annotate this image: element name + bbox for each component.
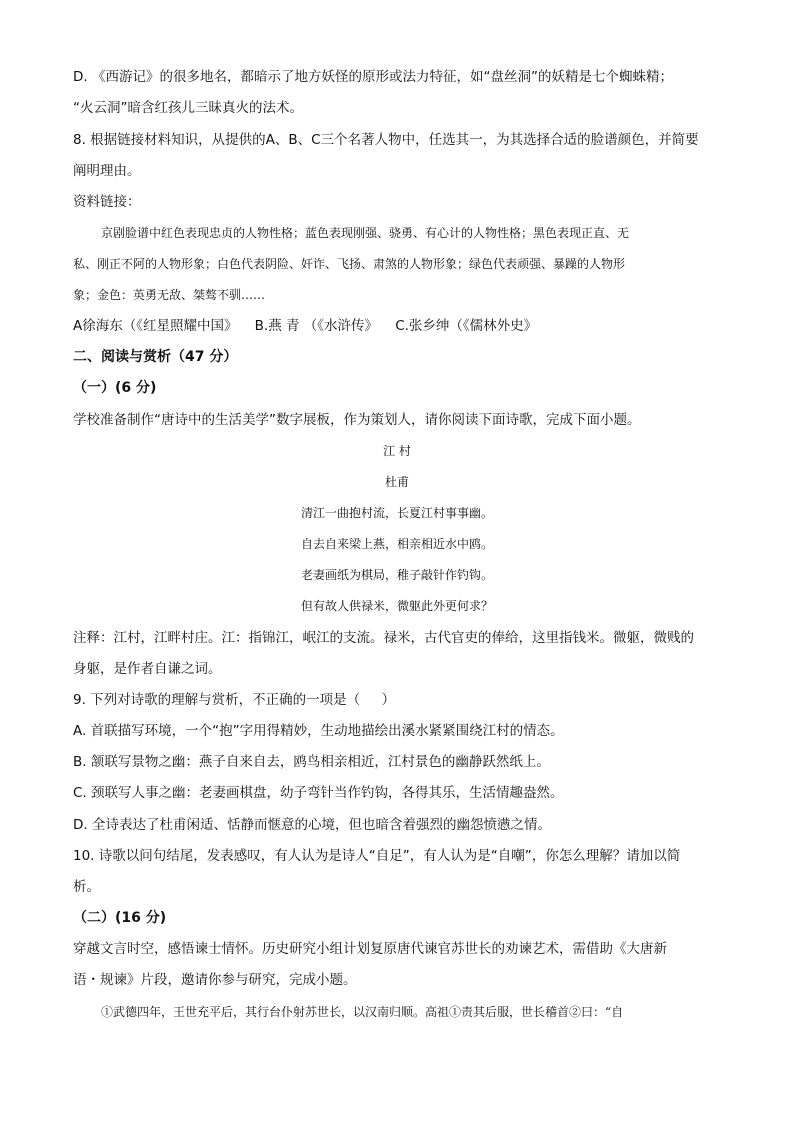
q9-option-b: B. 颔联写景物之幽：燕子自来自去，鸥鸟相亲相近，江村景色的幽静跃然纸上。 <box>73 754 550 770</box>
poem-line-2: 自去自来梁上燕，相亲相近水中鸥。 <box>300 537 493 551</box>
notes-line2: 身躯，是作者自谦之词。 <box>73 661 222 677</box>
q9-option-a: A. 首联描写环境，一个“抱”字用得精妙，生动地描绘出溪水紧紧围绕江村的情态。 <box>73 723 564 739</box>
q8-material-line3: 象；金色：英勇无敌、桀骜不驯…… <box>73 288 266 302</box>
poem-title: 江 村 <box>383 444 411 458</box>
part2-heading: （二）(16 分) <box>73 910 167 926</box>
poem-line-1: 清江一曲抱村流，长夏江村事事幽。 <box>300 506 493 520</box>
q8-link-label: 资料链接： <box>73 194 141 210</box>
q8-stem-line1: 8. 根据链接材料知识，从提供的A、B、C三个名著人物中，任选其一，为其选择合适的脸谱颜色，并简要 <box>73 132 699 148</box>
q7-option-d-line1: D. 《西游记》的很多地名，都暗示了地方妖怪的原形或法力特征，如“盘丝洞”的妖精是七个蜘蛛精； <box>73 69 673 85</box>
poem-author: 杜甫 <box>384 475 409 489</box>
q10-line2: 析。 <box>73 879 100 895</box>
part2-intro-line2: 语・规谏》片段，邀请你参与研究，完成小题。 <box>73 972 357 988</box>
q8-options: A徐海东（《红星照耀中国》 B.燕 青 （《水浒传》 C.张乡绅（《儒林外史》 <box>73 318 538 334</box>
part1-heading: （一）(6 分) <box>73 380 157 396</box>
q10-line1: 10. 诗歌以问句结尾，发表感叹，有人认为是诗人“自足”，有人认为是“自嘲”，你怎么理解？请加以简 <box>73 848 681 864</box>
q9-stem: 9. 下列对诗歌的理解与赏析，不正确的一项是（ ） <box>73 692 396 708</box>
q8-stem-line2: 阐明理由。 <box>73 163 141 179</box>
part2-excerpt-line1: ①武德四年，王世充平后，其行台仆射苏世长，以汉南归顺。高祖①责其后服，世长稽首②曰：“自 <box>101 1005 624 1019</box>
q8-material-line1: 京剧脸谱中红色表现忠贞的人物性格；蓝色表现刚强、骁勇、有心计的人物性格；黑色表现正直、无 <box>101 226 630 240</box>
q7-option-d-line2: “火云洞”暗含红孩儿三昧真火的法术。 <box>73 100 303 116</box>
q9-option-d: D. 全诗表达了杜甫闲适、恬静而惬意的心境，但也暗含着强烈的幽怨愤懑之情。 <box>73 817 551 833</box>
section2-intro: 学校准备制作“唐诗中的生活美学”数字展板，作为策划人，请你阅读下面诗歌，完成下面小题。 <box>73 412 641 428</box>
q8-material-line2: 私、刚正不阿的人物形象；白色代表阴险、奸诈、飞扬、肃煞的人物形象；绿色代表顽强、暴躁的人物形 <box>73 257 626 271</box>
q9-option-c: C. 颈联写人事之幽：老妻画棋盘，幼子弯针当作钓钩，各得其乐，生活情趣盎然。 <box>73 785 564 801</box>
poem-line-3: 老妻画纸为棋局，稚子敲针作钓钩。 <box>300 568 493 582</box>
notes-line1: 注释：江村，江畔村庄。江：指锦江，岷江的支流。禄米，古代官吏的俸给，这里指钱米。微躯，微贱的 <box>73 630 694 646</box>
part2-intro-line1: 穿越文言时空，感悟谏士情怀。历史研究小组计划复原唐代谏官苏世长的劝谏艺术，需借助《大唐新 <box>73 941 667 957</box>
poem-line-4: 但有故人供禄米，微躯此外更何求？ <box>300 599 493 613</box>
section2-heading: 二、阅读与赏析（47 分） <box>73 349 238 365</box>
